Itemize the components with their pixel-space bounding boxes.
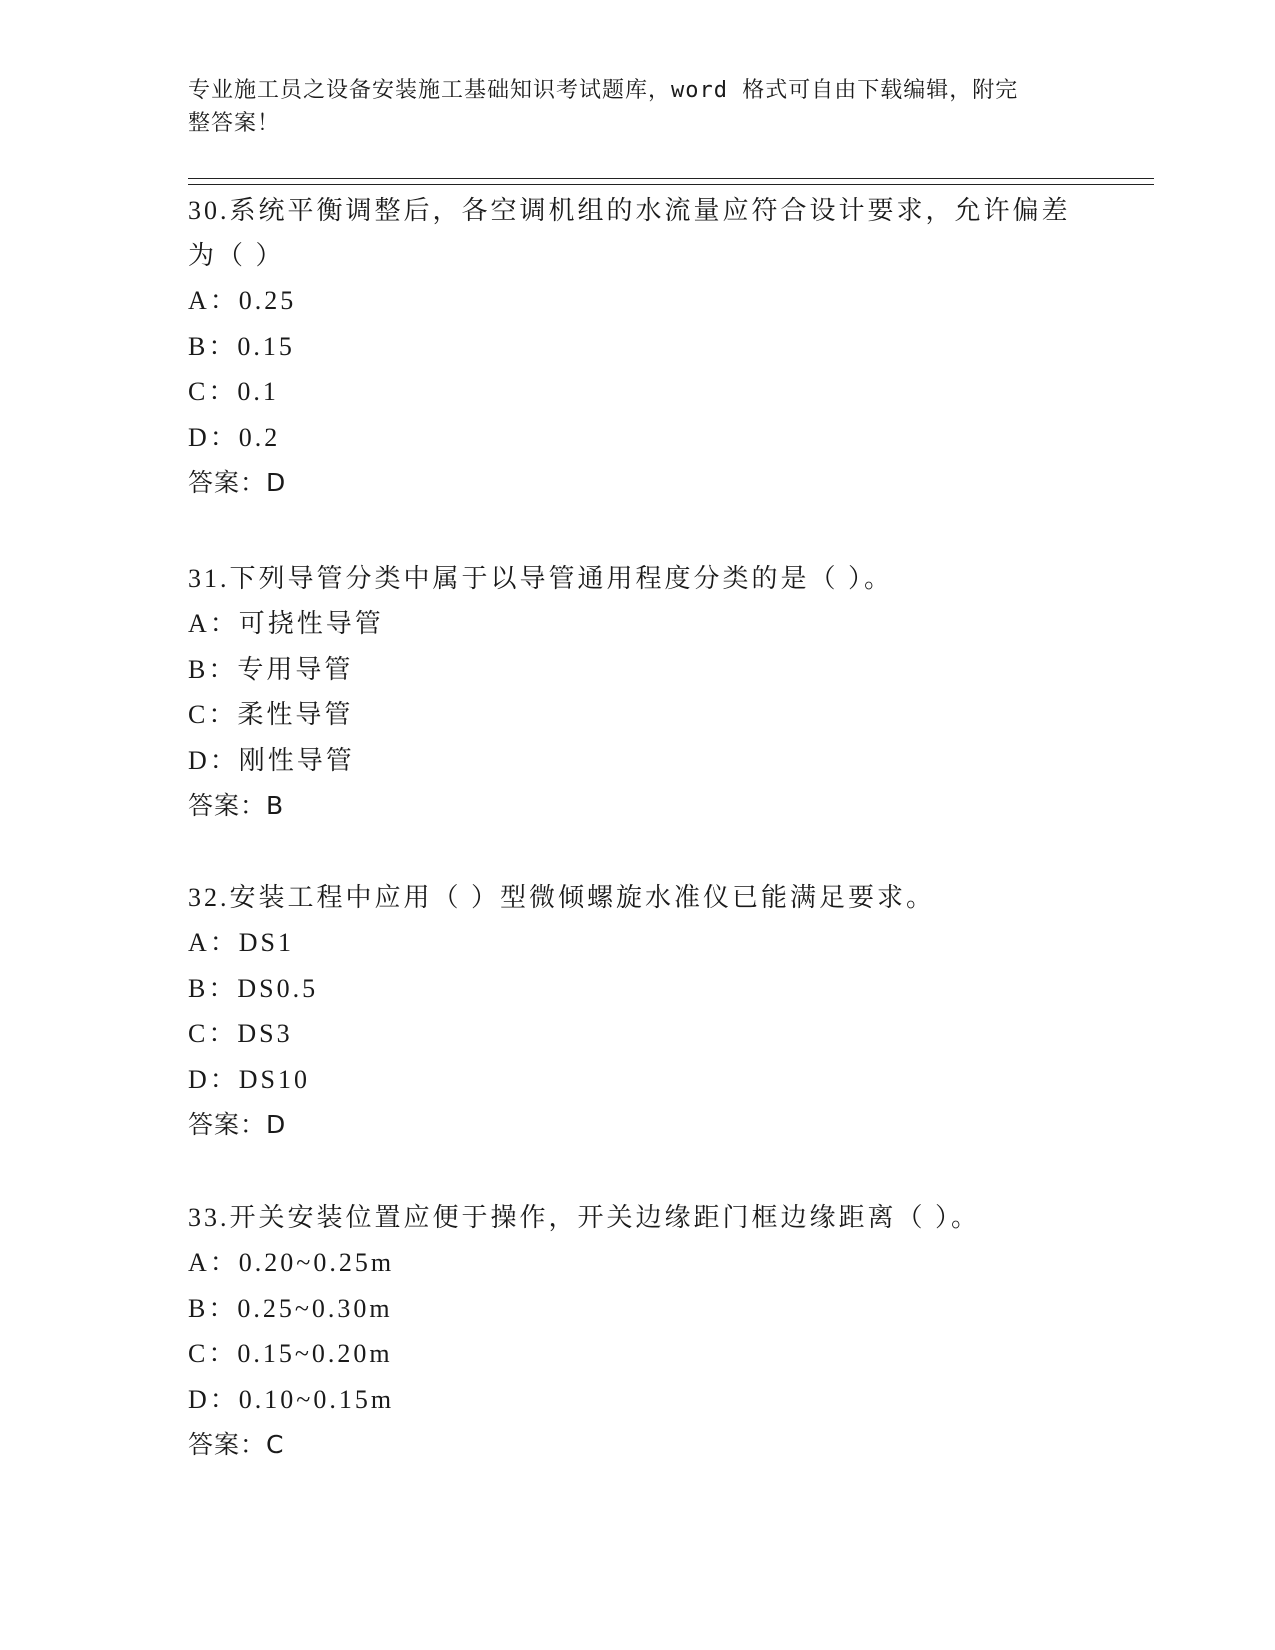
- option-c: C：0.15~0.20m: [188, 1339, 393, 1368]
- question-33: [188, 1195, 1088, 1467]
- answer: 答案：B: [188, 791, 285, 820]
- question-32: [188, 875, 1088, 1147]
- option-c: C：柔性导管: [188, 700, 354, 729]
- option-c: C：0.1: [188, 377, 279, 406]
- option-a: A：0.25: [188, 286, 297, 315]
- option-a: A：DS1: [188, 928, 295, 957]
- question-stem-continued: 为（ ）: [188, 241, 285, 270]
- answer: 答案：C: [188, 1430, 285, 1459]
- option-b: B：0.25~0.30m: [188, 1293, 393, 1323]
- document-header: [188, 74, 1068, 140]
- option-d: D：0.10~0.15m: [188, 1384, 395, 1414]
- header-divider-top: [188, 178, 1154, 179]
- question-stem: 31.下列导管分类中属于以导管通用程度分类的是（ ）。: [188, 564, 894, 593]
- header-divider-bottom: [188, 184, 1154, 185]
- option-d: D：0.2: [188, 422, 281, 452]
- option-a: A：可挠性导管: [188, 609, 384, 638]
- option-d: D：DS10: [188, 1064, 311, 1094]
- option-b: B：DS0.5: [188, 973, 319, 1003]
- answer: 答案：D: [188, 468, 287, 497]
- answer: 答案：D: [188, 1110, 287, 1139]
- question-stem: 30.系统平衡调整后，各空调机组的水流量应符合设计要求，允许偏差: [188, 196, 1071, 225]
- question-stem: 33.开关安装位置应便于操作，开关边缘距门框边缘距离（ ）。: [188, 1203, 981, 1232]
- option-b: B：0.15: [188, 331, 295, 361]
- option-c: C：DS3: [188, 1019, 293, 1048]
- option-d: D：刚性导管: [188, 745, 355, 775]
- question-30: [188, 188, 1088, 505]
- question-stem: 32.安装工程中应用（ ）型微倾螺旋水准仪已能满足要求。: [188, 883, 936, 912]
- option-b: B：专用导管: [188, 654, 354, 684]
- question-31: [188, 556, 1088, 828]
- option-a: A：0.20~0.25m: [188, 1248, 395, 1277]
- header-line-1: 专业施工员之设备安装施工基础知识考试题库，word 格式可自由下载编辑，附完: [188, 78, 1019, 103]
- header-line-2: 整答案！: [188, 111, 281, 136]
